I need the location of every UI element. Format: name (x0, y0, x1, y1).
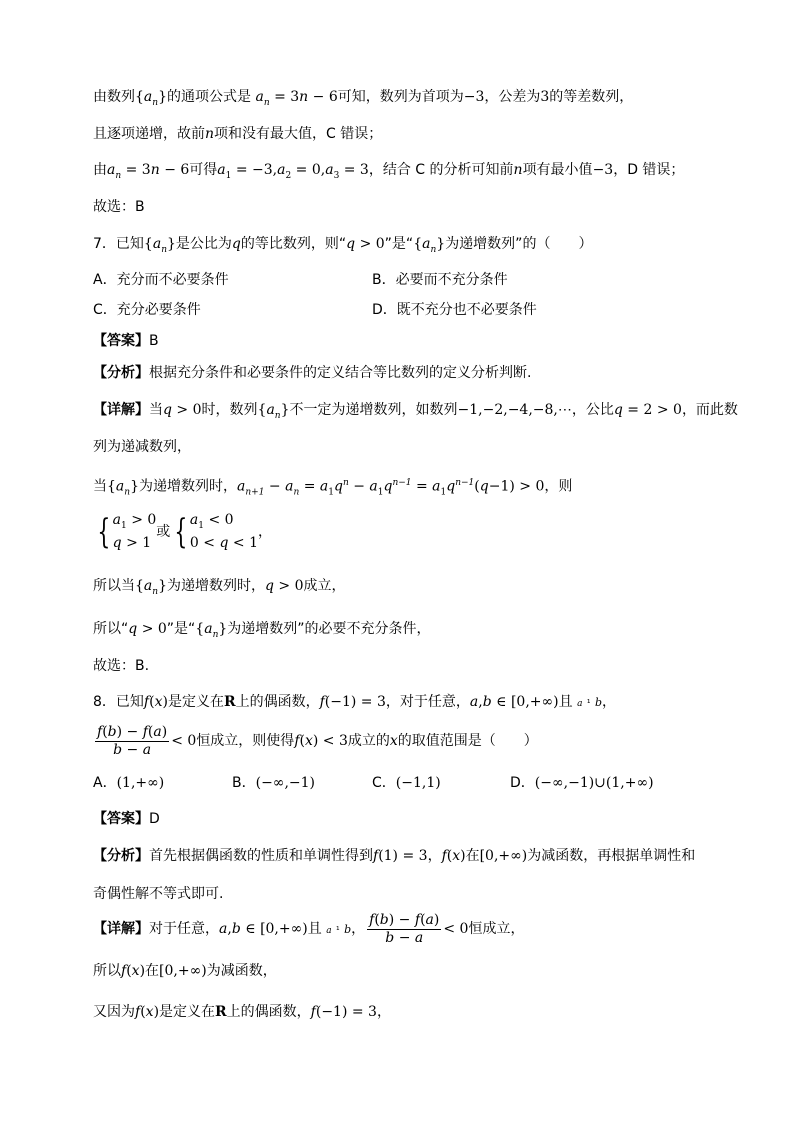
fraction: $\frac{f(b) - f(a)}{b - a}$ (369, 911, 440, 946)
option-b: B．必要而不充分条件 (372, 272, 508, 288)
detail-line: 【详解】当q > 0时，数列$\{a_n\}$不一定为递增数列，如数列−1,−2,−4,−8,⋯，公比q = 2 > 0，而此数 (93, 402, 738, 421)
answer-line: 【答案】B (93, 333, 159, 349)
fraction: $\frac{f(b) - f(a)}{b - a}$ (97, 723, 168, 758)
option-c: C．充分必要条件 (93, 302, 201, 318)
text-line: 所以f(x)在[0,+∞)为减函数， (93, 963, 277, 979)
text-line: 又因为f(x)是定义在R上的偶函数，f(−1) = 3， (93, 1004, 391, 1020)
question-8-condition: $\frac{f(b) - f(a)}{b - a}$ < 0恒成立，则使得f(x) < 3成立的x的取值范围是（ ） (97, 723, 538, 758)
question-7-stem: 7．已知$\{a_n\}$是公比为q的等比数列，则“q > 0”是“$\{a_n\}$为递增数列”的（ ） (93, 236, 593, 255)
text-line: 且逐项递增，故前n项和没有最大值，C 错误； (93, 126, 383, 142)
text-line: 所以当$\{a_n\}$为递增数列时，q > 0成立， (93, 578, 346, 597)
detail-line: 【详解】对于任意，a,b ∈ [0,+∞)且 a ¹ b， $\frac{f(b) - f(a)}{b - a}$ < 0恒成立， (93, 911, 525, 946)
text-line: 由数列$\{a_n\}$的通项公式是 $a_n = 3n - 6$可知，数列为首项为−3，公差为3的等差数列， (93, 89, 634, 108)
text-line: 列为递减数列， (93, 439, 191, 455)
analysis-line: 【分析】首先根据偶函数的性质和单调性得到f(1) = 3，f(x)在[0,+∞)为减函数，再根据单调性和 (93, 848, 696, 864)
text-line: 由$a_n = 3n - 6$可得$a_1 = -3,a_2 = 0,a_3 = 3$，结合 C 的分析可知前n项有最小值−3，D 错误； (93, 162, 685, 181)
option-d: D．(−∞,−1)∪(1,+∞) (510, 775, 654, 791)
text-line: 故选：B (93, 199, 145, 215)
option-d: D．既不充分也不必要条件 (372, 302, 537, 318)
option-b: B．(−∞,−1) (232, 775, 316, 791)
option-a: A．充分而不必要条件 (93, 272, 229, 288)
option-c: C．(−1,1) (372, 775, 441, 791)
option-a: A．(1,+∞) (93, 775, 165, 791)
text-line: 奇偶性解不等式即可. (93, 886, 224, 902)
text-line: 故选：B. (93, 658, 150, 674)
question-8-stem: 8．已知f(x)是定义在R上的偶函数，f(−1) = 3，对于任意，a,b ∈ [0,+∞)且 a ¹ b， (93, 694, 617, 710)
text-line: 当$\{a_n\}$为递增数列时，$a_{n+1} - a_n = a_1q^n - a_1q^{n-1} = a_1q^{n-1}(q-1) > 0$，则 (93, 478, 573, 498)
analysis-line: 【分析】根据充分条件和必要条件的定义结合等比数列的定义分析判断. (93, 365, 532, 381)
text-line: 所以“q > 0”是“$\{a_n\}$为递增数列”的必要不充分条件， (93, 621, 431, 640)
inequality-systems: { $a_1 > 0$ q > 1 或 { $a_1 < 0$ 0 < q < 1 ， (97, 511, 272, 552)
answer-line: 【答案】D (93, 811, 160, 827)
